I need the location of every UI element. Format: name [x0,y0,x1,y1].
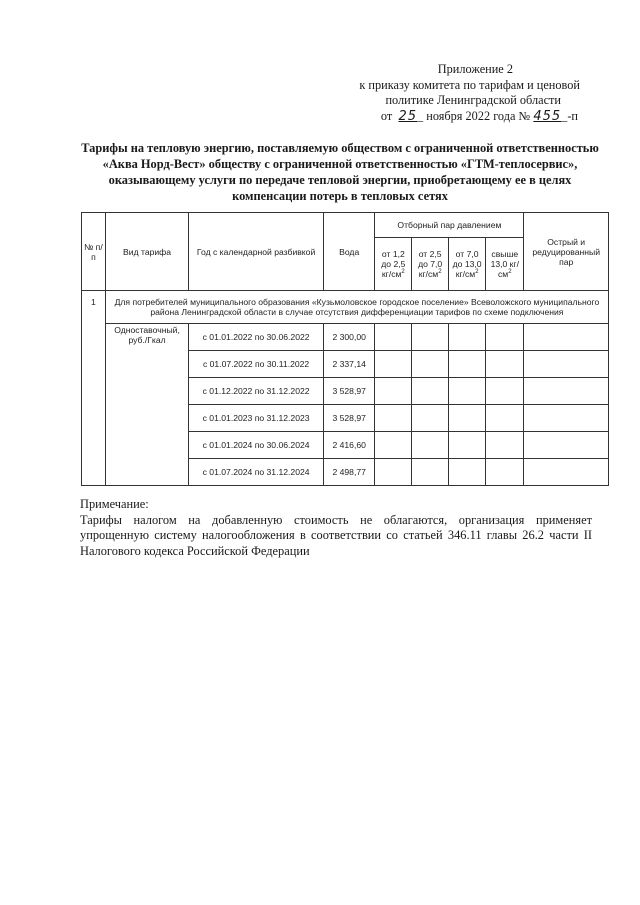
header-num: № п/п [82,213,106,291]
table-header-row [82,213,609,238]
empty-cell [524,432,609,459]
header-tariff-type: Вид тарифа [105,213,188,291]
empty-cell [375,378,412,405]
order-suffix: -п [567,108,578,123]
title-line-3: оказывающему услуги по передаче тепловой энергии, приобретающему ее в целях [108,173,572,187]
appendix-date-line: от 25_ ноября 2022 года № 455_-п [380,108,578,124]
empty-cell [524,378,609,405]
empty-cell [486,459,524,486]
appendix-committee-line: политике Ленинградской области [385,93,561,107]
period-cell: с 01.01.2023 по 31.12.2023 [189,405,324,432]
empty-cell [375,432,412,459]
empty-cell [486,378,524,405]
water-value: 3 528,97 [323,405,375,432]
empty-cell [449,459,486,486]
date-prefix: от [380,108,393,123]
title-line-2: «Аква Норд-Вест» обществу с ограниченной ответственностью «ГТМ-теплосервис», [102,157,578,171]
header-pressure-1: от 1,2 до 2,5 $кг/см^2$ [375,238,412,291]
empty-cell [449,378,486,405]
handwritten-order-number: 455 [533,108,562,124]
water-value: 3 528,97 [323,378,375,405]
title-line-4: компенсации потерь в тепловых сетях [232,189,448,203]
empty-cell [524,405,609,432]
note-section [80,497,592,559]
header-pressure-3: от 7,0 до 13,0 $кг/см^2$ [449,238,486,291]
header-steam-group: Отборный пар давлением [375,213,524,238]
empty-cell [412,405,449,432]
appendix-title: Приложение 2 [437,62,513,76]
empty-cell [375,459,412,486]
empty-cell [412,459,449,486]
empty-cell [524,351,609,378]
empty-cell [412,351,449,378]
header-water: Вода [323,213,375,291]
tariff-type-cell: Одноставочный, руб./Гкал [105,324,188,486]
empty-cell [449,351,486,378]
section-number: 1 [82,291,106,486]
table-row [82,324,609,351]
appendix-header [340,62,580,124]
period-cell: с 01.07.2024 по 31.12.2024 [189,459,324,486]
water-value: 2 300,00 [323,324,375,351]
empty-cell [375,405,412,432]
date-month-year: ноября 2022 года № [426,108,531,123]
header-hot-steam: Острый и редуцированный пар [524,213,609,291]
empty-cell [524,324,609,351]
note-label: Примечание: [80,497,149,511]
period-cell: с 01.07.2022 по 30.11.2022 [189,351,324,378]
empty-cell [412,324,449,351]
handwritten-day: 25 [398,108,417,124]
water-value: 2 498,77 [323,459,375,486]
header-pressure-4: свыше 13,0 $кг/см^2$ [486,238,524,291]
period-cell: с 01.01.2024 по 30.06.2024 [189,432,324,459]
empty-cell [375,351,412,378]
section-row [82,291,609,324]
empty-cell [449,432,486,459]
note-text: Тарифы налогом на добавленную стоимость не облагаются, организация применяет упрощенную систему налогообложения в соответствии со статьей 346.11 главы 26.2 части II Налогового кодекса Российской Федерации [80,512,592,558]
title-line-1: Тарифы на тепловую энергию, поставляемую обществом с ограниченной ответственностью [81,141,599,155]
empty-cell [449,405,486,432]
period-cell: с 01.01.2022 по 30.06.2022 [189,324,324,351]
empty-cell [486,324,524,351]
water-value: 2 416,60 [323,432,375,459]
period-cell: с 01.12.2022 по 31.12.2022 [189,378,324,405]
document-title [75,140,605,204]
header-year: Год с календарной разбивкой [189,213,324,291]
empty-cell [412,432,449,459]
section-description: Для потребителей муниципального образования «Кузьмоловское городское поселение» Всеволожского муниципального района Ленинградской области в случае отсутствия дифференциации тарифов по схеме подключения [105,291,608,324]
empty-cell [449,324,486,351]
empty-cell [486,351,524,378]
empty-cell [486,432,524,459]
water-value: 2 337,14 [323,351,375,378]
empty-cell [524,459,609,486]
empty-cell [412,378,449,405]
appendix-order-line: к приказу комитета по тарифам и ценовой [359,77,580,92]
header-pressure-2: от 2,5 до 7,0 $кг/см^2$ [412,238,449,291]
empty-cell [486,405,524,432]
tariff-table [81,212,609,486]
empty-cell [375,324,412,351]
